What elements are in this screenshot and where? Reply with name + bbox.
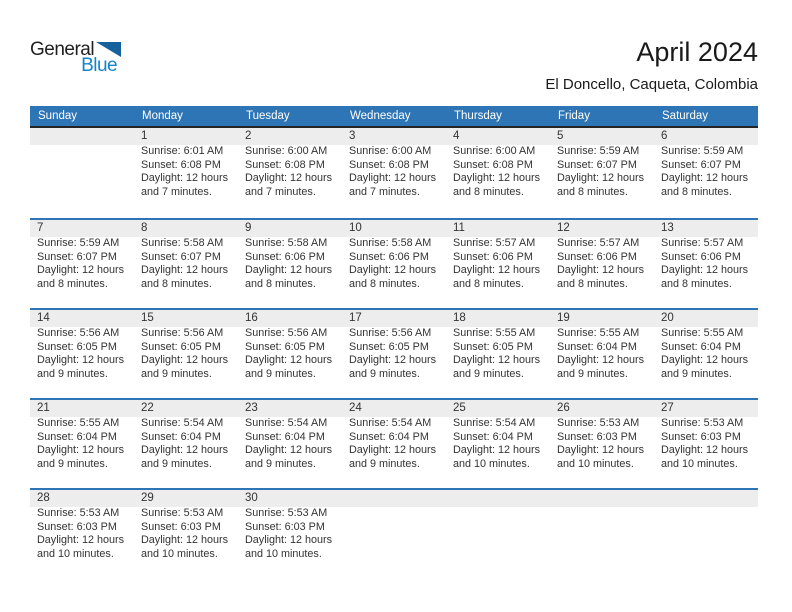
day-detail-line: Sunrise: 5:55 AM <box>557 327 640 339</box>
day-cell <box>654 220 758 308</box>
day-detail-line: Sunrise: 5:54 AM <box>453 417 536 429</box>
day-detail-line: Sunrise: 5:53 AM <box>245 507 328 519</box>
day-detail-line: Sunset: 6:04 PM <box>141 430 221 443</box>
title-block <box>545 36 758 94</box>
day-cell <box>550 490 654 578</box>
day-detail-line: Daylight: 12 hours <box>37 534 125 547</box>
day-cell <box>238 220 342 308</box>
day-number: 4 <box>446 128 550 145</box>
day-detail-line: Daylight: 12 hours <box>453 264 541 277</box>
day-detail-line: Sunrise: 5:56 AM <box>37 327 120 339</box>
calendar-table <box>30 106 758 578</box>
day-cell <box>654 400 758 488</box>
day-cell <box>654 128 758 218</box>
day-number: 25 <box>446 400 550 417</box>
day-detail-line: Sunrise: 5:58 AM <box>245 237 328 249</box>
day-number: 8 <box>134 220 238 237</box>
day-number: 30 <box>238 490 342 507</box>
day-detail-line: and 9 minutes. <box>37 367 108 380</box>
day-detail-line: Daylight: 12 hours <box>245 534 333 547</box>
day-cell <box>342 220 446 308</box>
day-cell <box>238 490 342 578</box>
day-cell <box>342 128 446 218</box>
day-number: 22 <box>134 400 238 417</box>
day-cell <box>30 310 134 398</box>
day-detail-line: and 8 minutes. <box>453 277 524 290</box>
day-detail-line: Daylight: 12 hours <box>37 264 125 277</box>
day-detail-line: Sunset: 6:03 PM <box>141 520 221 533</box>
day-detail-line: Sunset: 6:07 PM <box>141 250 221 263</box>
day-detail-line: and 8 minutes. <box>245 277 316 290</box>
day-detail-line: and 8 minutes. <box>557 277 628 290</box>
day-number: 12 <box>550 220 654 237</box>
day-cell <box>30 128 134 218</box>
day-detail-line: Sunrise: 5:59 AM <box>37 237 120 249</box>
day-detail-line: and 9 minutes. <box>245 367 316 380</box>
day-detail-line: and 10 minutes. <box>661 457 738 470</box>
day-detail-line: Sunset: 6:05 PM <box>37 340 117 353</box>
week-row <box>30 128 758 218</box>
day-detail-line: and 8 minutes. <box>349 277 420 290</box>
page-title: April 2024 <box>636 37 758 67</box>
day-cell <box>342 400 446 488</box>
week-row <box>30 218 758 308</box>
day-detail-line: Sunset: 6:04 PM <box>453 430 533 443</box>
day-number <box>654 490 758 507</box>
day-detail-line: Sunrise: 6:01 AM <box>141 145 224 157</box>
page-subtitle: El Doncello, Caqueta, Colombia <box>545 76 758 93</box>
day-detail-line: and 8 minutes. <box>661 185 732 198</box>
day-header-cell: Thursday <box>454 110 502 122</box>
day-detail-line: and 7 minutes. <box>141 185 212 198</box>
day-detail-line: Daylight: 12 hours <box>661 354 749 367</box>
day-cell <box>30 220 134 308</box>
day-detail-line: and 10 minutes. <box>245 547 322 560</box>
day-number: 24 <box>342 400 446 417</box>
day-number: 21 <box>30 400 134 417</box>
day-cell <box>446 220 550 308</box>
day-detail-line: Daylight: 12 hours <box>245 172 333 185</box>
day-detail-line: Daylight: 12 hours <box>141 264 229 277</box>
day-detail-line: Daylight: 12 hours <box>557 264 645 277</box>
day-number: 28 <box>30 490 134 507</box>
day-detail-line: Daylight: 12 hours <box>349 444 437 457</box>
day-detail-line: Sunrise: 5:58 AM <box>349 237 432 249</box>
day-detail-line: Daylight: 12 hours <box>245 264 333 277</box>
day-cell <box>550 400 654 488</box>
day-detail-line: Sunset: 6:05 PM <box>245 340 325 353</box>
day-detail-line: Sunrise: 6:00 AM <box>453 145 536 157</box>
day-number: 27 <box>654 400 758 417</box>
day-detail-line: Sunset: 6:06 PM <box>245 250 325 263</box>
day-detail-line: Sunset: 6:07 PM <box>37 250 117 263</box>
day-detail-line: Daylight: 12 hours <box>141 172 229 185</box>
day-detail-line: Sunset: 6:03 PM <box>661 430 741 443</box>
day-cell <box>238 400 342 488</box>
day-detail-line: Daylight: 12 hours <box>245 354 333 367</box>
day-number: 2 <box>238 128 342 145</box>
day-detail-line: and 10 minutes. <box>557 457 634 470</box>
day-detail-line: Sunrise: 5:54 AM <box>349 417 432 429</box>
day-number: 3 <box>342 128 446 145</box>
day-detail-line: and 7 minutes. <box>245 185 316 198</box>
day-detail-line: Daylight: 12 hours <box>557 444 645 457</box>
day-detail-line: Sunset: 6:05 PM <box>141 340 221 353</box>
day-number: 11 <box>446 220 550 237</box>
day-detail-line: and 9 minutes. <box>37 457 108 470</box>
day-detail-line: Daylight: 12 hours <box>37 444 125 457</box>
day-cell <box>30 490 134 578</box>
general-blue-logo <box>30 40 121 75</box>
day-detail-line: Sunrise: 5:54 AM <box>245 417 328 429</box>
day-detail-line: Sunrise: 5:57 AM <box>453 237 536 249</box>
day-detail-line: Sunrise: 5:59 AM <box>557 145 640 157</box>
day-detail-line: Daylight: 12 hours <box>661 444 749 457</box>
day-detail-line: Sunset: 6:04 PM <box>661 340 741 353</box>
day-header-cell: Monday <box>142 110 183 122</box>
day-number: 15 <box>134 310 238 327</box>
day-detail-line: Sunrise: 5:55 AM <box>661 327 744 339</box>
day-detail-line: Sunset: 6:04 PM <box>557 340 637 353</box>
day-number: 29 <box>134 490 238 507</box>
day-cell <box>446 400 550 488</box>
day-detail-line: Sunset: 6:03 PM <box>245 520 325 533</box>
day-detail-line: Daylight: 12 hours <box>141 354 229 367</box>
day-detail-line: Daylight: 12 hours <box>661 172 749 185</box>
day-detail-line: Sunset: 6:04 PM <box>349 430 429 443</box>
day-cell <box>550 220 654 308</box>
day-detail-line: Sunrise: 5:58 AM <box>141 237 224 249</box>
day-detail-line: and 9 minutes. <box>141 457 212 470</box>
day-detail-line: Sunrise: 5:53 AM <box>557 417 640 429</box>
day-detail-line: and 8 minutes. <box>453 185 524 198</box>
day-cell <box>446 128 550 218</box>
day-detail-line: Daylight: 12 hours <box>349 264 437 277</box>
day-number <box>342 490 446 507</box>
day-cell <box>654 310 758 398</box>
day-detail-line: Sunset: 6:08 PM <box>453 158 533 171</box>
week-row <box>30 488 758 578</box>
day-detail-line: and 10 minutes. <box>453 457 530 470</box>
day-cell <box>446 310 550 398</box>
day-header-cell: Sunday <box>38 110 78 122</box>
day-detail-line: Daylight: 12 hours <box>557 354 645 367</box>
day-detail-line: Sunset: 6:06 PM <box>453 250 533 263</box>
day-detail-line: and 9 minutes. <box>141 367 212 380</box>
day-cell <box>30 400 134 488</box>
day-detail-line: Sunset: 6:07 PM <box>557 158 637 171</box>
day-number: 23 <box>238 400 342 417</box>
day-detail-line: and 8 minutes. <box>37 277 108 290</box>
day-number: 26 <box>550 400 654 417</box>
day-detail-line: and 8 minutes. <box>661 277 732 290</box>
day-header-cell: Friday <box>558 110 590 122</box>
day-header-cell: Tuesday <box>246 110 290 122</box>
day-detail-line: and 10 minutes. <box>141 547 218 560</box>
day-number: 10 <box>342 220 446 237</box>
day-detail-line: Daylight: 12 hours <box>453 354 541 367</box>
day-detail-line: Sunrise: 5:56 AM <box>141 327 224 339</box>
day-detail-line: Sunrise: 5:54 AM <box>141 417 224 429</box>
day-detail-line: Daylight: 12 hours <box>453 444 541 457</box>
day-detail-line: and 10 minutes. <box>37 547 114 560</box>
day-detail-line: Sunset: 6:03 PM <box>37 520 117 533</box>
day-detail-line: Sunset: 6:05 PM <box>453 340 533 353</box>
day-cell <box>134 128 238 218</box>
day-detail-line: Sunset: 6:07 PM <box>661 158 741 171</box>
day-detail-line: Sunrise: 5:56 AM <box>245 327 328 339</box>
day-number: 20 <box>654 310 758 327</box>
day-detail-line: Daylight: 12 hours <box>349 354 437 367</box>
day-detail-line: and 8 minutes. <box>557 185 628 198</box>
week-row <box>30 308 758 398</box>
day-detail-line: Daylight: 12 hours <box>141 534 229 547</box>
day-detail-line: Sunset: 6:06 PM <box>349 250 429 263</box>
day-detail-line: Sunrise: 6:00 AM <box>245 145 328 157</box>
day-cell <box>550 310 654 398</box>
day-detail-line: Sunrise: 5:57 AM <box>557 237 640 249</box>
day-number: 9 <box>238 220 342 237</box>
day-detail-line: and 7 minutes. <box>349 185 420 198</box>
day-detail-line: Daylight: 12 hours <box>453 172 541 185</box>
day-detail-line: Daylight: 12 hours <box>557 172 645 185</box>
day-number <box>550 490 654 507</box>
day-cell <box>238 128 342 218</box>
day-detail-line: Sunrise: 5:59 AM <box>661 145 744 157</box>
day-detail-line: Sunset: 6:04 PM <box>37 430 117 443</box>
day-detail-line: Sunrise: 5:53 AM <box>141 507 224 519</box>
day-number <box>446 490 550 507</box>
day-number: 19 <box>550 310 654 327</box>
day-detail-line: and 9 minutes. <box>349 367 420 380</box>
day-detail-line: Sunset: 6:03 PM <box>557 430 637 443</box>
day-number: 16 <box>238 310 342 327</box>
day-detail-line: Sunrise: 5:55 AM <box>37 417 120 429</box>
day-cell <box>654 490 758 578</box>
day-detail-line: Sunset: 6:08 PM <box>245 158 325 171</box>
day-number: 14 <box>30 310 134 327</box>
logo-text-blue: Blue <box>81 55 118 76</box>
day-number: 1 <box>134 128 238 145</box>
day-detail-line: Sunrise: 5:57 AM <box>661 237 744 249</box>
day-detail-line: Sunrise: 5:56 AM <box>349 327 432 339</box>
day-detail-line: Daylight: 12 hours <box>349 172 437 185</box>
day-cell <box>134 400 238 488</box>
day-cell <box>134 310 238 398</box>
day-detail-line: Daylight: 12 hours <box>245 444 333 457</box>
day-cell <box>342 310 446 398</box>
day-detail-line: Sunset: 6:08 PM <box>141 158 221 171</box>
day-detail-line: Sunset: 6:05 PM <box>349 340 429 353</box>
day-detail-line: Daylight: 12 hours <box>37 354 125 367</box>
day-header-row <box>30 106 758 128</box>
day-header-cell: Wednesday <box>350 110 411 122</box>
day-detail-line: Sunrise: 6:00 AM <box>349 145 432 157</box>
day-cell <box>134 220 238 308</box>
day-detail-line: Sunrise: 5:53 AM <box>37 507 120 519</box>
day-detail-line: and 9 minutes. <box>245 457 316 470</box>
day-detail-line: and 8 minutes. <box>141 277 212 290</box>
day-detail-line: Sunset: 6:06 PM <box>557 250 637 263</box>
day-number: 18 <box>446 310 550 327</box>
day-cell <box>446 490 550 578</box>
day-detail-line: Sunset: 6:08 PM <box>349 158 429 171</box>
day-detail-line: and 9 minutes. <box>453 367 524 380</box>
day-detail-line: Sunset: 6:06 PM <box>661 250 741 263</box>
day-header-cell: Saturday <box>662 110 709 122</box>
day-number: 17 <box>342 310 446 327</box>
calendar-weeks <box>30 128 758 578</box>
day-detail-line: Sunset: 6:04 PM <box>245 430 325 443</box>
day-detail-line: Daylight: 12 hours <box>141 444 229 457</box>
day-detail-line: Sunrise: 5:53 AM <box>661 417 744 429</box>
day-detail-line: Sunrise: 5:55 AM <box>453 327 536 339</box>
day-detail-line: and 9 minutes. <box>349 457 420 470</box>
day-number: 6 <box>654 128 758 145</box>
day-detail-line: and 9 minutes. <box>661 367 732 380</box>
day-cell <box>342 490 446 578</box>
logo-text-general: General <box>30 39 95 60</box>
week-row <box>30 398 758 488</box>
day-cell <box>134 490 238 578</box>
day-cell <box>550 128 654 218</box>
day-cell <box>238 310 342 398</box>
day-detail-line: and 9 minutes. <box>557 367 628 380</box>
day-number: 5 <box>550 128 654 145</box>
day-detail-line: Daylight: 12 hours <box>661 264 749 277</box>
day-number <box>30 128 134 145</box>
day-number: 7 <box>30 220 134 237</box>
day-number: 13 <box>654 220 758 237</box>
